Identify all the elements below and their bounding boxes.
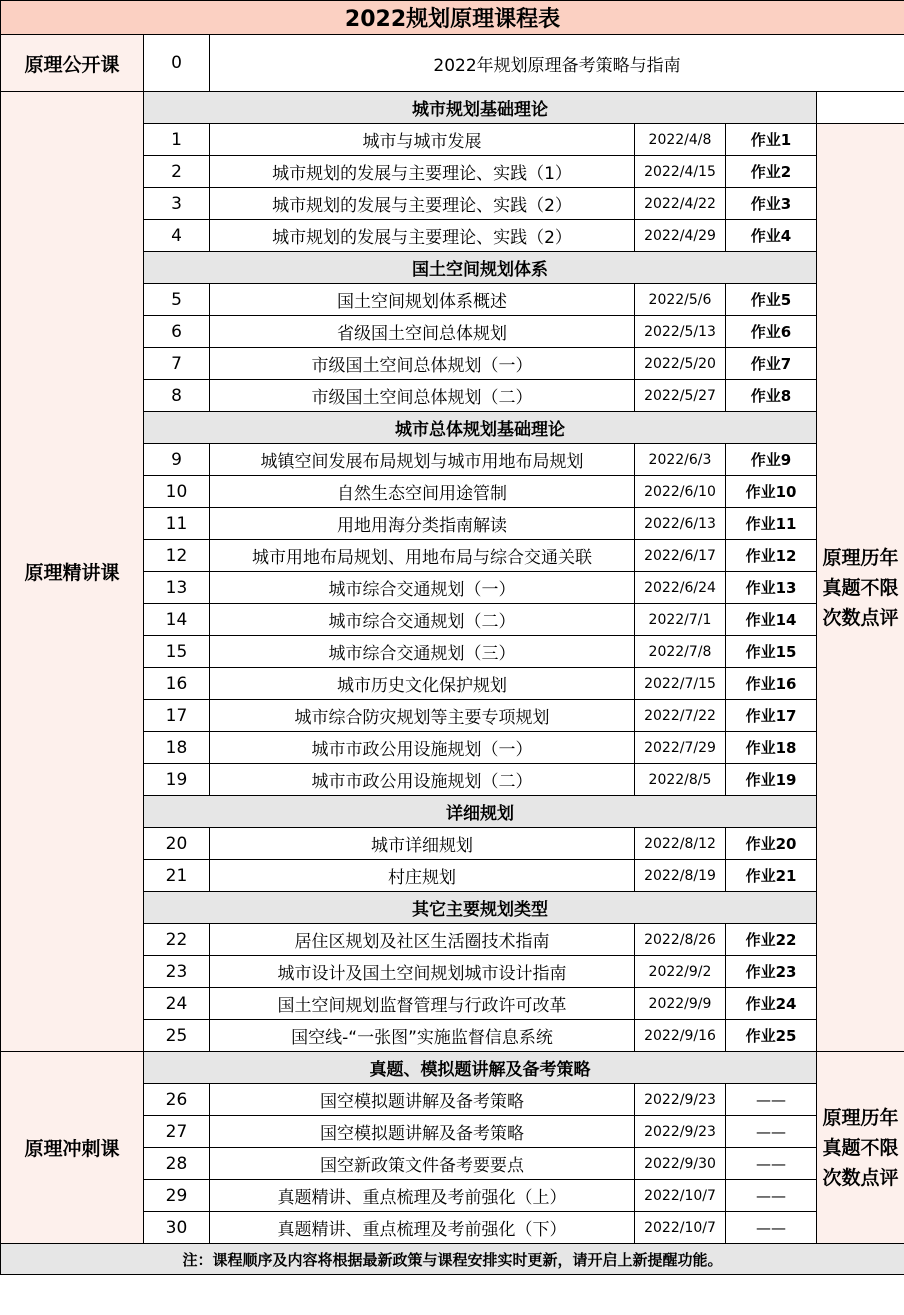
lesson-date: 2022/7/8: [635, 636, 726, 668]
homework-label: 作业14: [726, 604, 817, 636]
homework-label: 作业9: [726, 444, 817, 476]
lesson-number: 28: [144, 1148, 210, 1180]
lesson-topic: 真题精讲、重点梳理及考前强化（上）: [210, 1180, 635, 1212]
homework-label: 作业21: [726, 860, 817, 892]
lesson-topic: 城市设计及国土空间规划城市设计指南: [210, 956, 635, 988]
lesson-number: 1: [144, 124, 210, 156]
lesson-number: 3: [144, 188, 210, 220]
homework-label: 作业7: [726, 348, 817, 380]
lesson-number: 8: [144, 380, 210, 412]
lesson-topic: 市级国土空间总体规划（一）: [210, 348, 635, 380]
lesson-topic: 城市规划的发展与主要理论、实践（2）: [210, 188, 635, 220]
lesson-topic: 用地用海分类指南解读: [210, 508, 635, 540]
lesson-date: 2022/9/23: [635, 1084, 726, 1116]
review-note-text: 原理历年真题不限次数点评: [822, 1106, 899, 1189]
homework-label: ——: [726, 1116, 817, 1148]
review-note-text: 原理历年真题不限次数点评: [822, 546, 899, 629]
lesson-topic: 城镇空间发展布局规划与城市用地布局规划: [210, 444, 635, 476]
lesson-topic: 国空模拟题讲解及备考策略: [210, 1116, 635, 1148]
lesson-topic: 城市与城市发展: [210, 124, 635, 156]
section-title: 国土空间规划体系: [144, 252, 817, 284]
open-course-number: 0: [144, 35, 210, 92]
lesson-number: 7: [144, 348, 210, 380]
lesson-number: 6: [144, 316, 210, 348]
homework-label: 作业6: [726, 316, 817, 348]
homework-label: 作业13: [726, 572, 817, 604]
lesson-number: 5: [144, 284, 210, 316]
homework-label: 作业10: [726, 476, 817, 508]
homework-label: 作业18: [726, 732, 817, 764]
lesson-number: 9: [144, 444, 210, 476]
lesson-topic: 市级国土空间总体规划（二）: [210, 380, 635, 412]
lesson-number: 15: [144, 636, 210, 668]
lesson-topic: 城市市政公用设施规划（一）: [210, 732, 635, 764]
section-header-row: [1, 1052, 904, 1084]
lesson-topic: 国空新政策文件备考要要点: [210, 1148, 635, 1180]
lesson-date: 2022/5/6: [635, 284, 726, 316]
lesson-topic: 国空模拟题讲解及备考策略: [210, 1084, 635, 1116]
homework-label: 作业25: [726, 1020, 817, 1052]
homework-label: ——: [726, 1148, 817, 1180]
homework-label: ——: [726, 1084, 817, 1116]
lesson-topic: 城市综合防灾规划等主要专项规划: [210, 700, 635, 732]
lesson-date: 2022/9/9: [635, 988, 726, 1020]
lesson-number: 30: [144, 1212, 210, 1244]
lesson-date: 2022/9/2: [635, 956, 726, 988]
lesson-topic: 城市市政公用设施规划（二）: [210, 764, 635, 796]
section-title: 真题、模拟题讲解及备考策略: [144, 1052, 817, 1084]
homework-label: 作业2: [726, 156, 817, 188]
lesson-topic: 城市规划的发展与主要理论、实践（1）: [210, 156, 635, 188]
lesson-number: 2: [144, 156, 210, 188]
homework-label: 作业1: [726, 124, 817, 156]
lesson-number: 4: [144, 220, 210, 252]
open-course-row: [1, 35, 904, 92]
homework-label: 作业4: [726, 220, 817, 252]
lesson-number: 21: [144, 860, 210, 892]
lesson-topic: 居住区规划及社区生活圈技术指南: [210, 924, 635, 956]
homework-label: 作业5: [726, 284, 817, 316]
lesson-number: 18: [144, 732, 210, 764]
lesson-topic: 城市综合交通规划（二）: [210, 604, 635, 636]
lesson-number: 27: [144, 1116, 210, 1148]
lesson-number: 13: [144, 572, 210, 604]
homework-label: ——: [726, 1180, 817, 1212]
homework-label: 作业12: [726, 540, 817, 572]
open-course-topic: 2022年规划原理备考策略与指南: [210, 35, 904, 92]
lesson-topic: 城市详细规划: [210, 828, 635, 860]
lesson-date: 2022/4/15: [635, 156, 726, 188]
lesson-date: 2022/7/1: [635, 604, 726, 636]
lesson-number: 26: [144, 1084, 210, 1116]
lesson-date: 2022/7/29: [635, 732, 726, 764]
homework-label: 作业11: [726, 508, 817, 540]
lesson-date: 2022/8/19: [635, 860, 726, 892]
lesson-topic: 国土空间规划监督管理与行政许可改革: [210, 988, 635, 1020]
lesson-date: 2022/9/30: [635, 1148, 726, 1180]
homework-label: 作业22: [726, 924, 817, 956]
lesson-number: 22: [144, 924, 210, 956]
homework-label: 作业8: [726, 380, 817, 412]
lesson-number: 10: [144, 476, 210, 508]
section-title: 详细规划: [144, 796, 817, 828]
lesson-number: 25: [144, 1020, 210, 1052]
lesson-number: 20: [144, 828, 210, 860]
section-header-row: [1, 92, 904, 124]
homework-label: ——: [726, 1212, 817, 1244]
lesson-topic: 城市综合交通规划（三）: [210, 636, 635, 668]
homework-label: 作业20: [726, 828, 817, 860]
lesson-topic: 省级国土空间总体规划: [210, 316, 635, 348]
lesson-number: 17: [144, 700, 210, 732]
lesson-date: 2022/5/27: [635, 380, 726, 412]
lesson-number: 29: [144, 1180, 210, 1212]
lesson-date: 2022/9/16: [635, 1020, 726, 1052]
table-title: 2022规划原理课程表: [1, 1, 904, 35]
section-title: 其它主要规划类型: [144, 892, 817, 924]
section-title: 城市总体规划基础理论: [144, 412, 817, 444]
fine-course-category: 原理精讲课: [1, 92, 144, 1052]
lesson-date: 2022/6/17: [635, 540, 726, 572]
section-title: 城市规划基础理论: [144, 92, 817, 124]
lesson-date: 2022/8/26: [635, 924, 726, 956]
lesson-date: 2022/7/15: [635, 668, 726, 700]
lesson-number: 12: [144, 540, 210, 572]
open-course-category: 原理公开课: [1, 35, 144, 92]
lesson-date: 2022/4/29: [635, 220, 726, 252]
sprint-course-category: 原理冲刺课: [1, 1052, 144, 1244]
homework-label: 作业16: [726, 668, 817, 700]
lesson-number: 11: [144, 508, 210, 540]
blank-cell: [817, 92, 904, 124]
lesson-topic: 城市用地布局规划、用地布局与综合交通关联: [210, 540, 635, 572]
lesson-date: 2022/10/7: [635, 1212, 726, 1244]
lesson-date: 2022/10/7: [635, 1180, 726, 1212]
homework-label: 作业3: [726, 188, 817, 220]
lesson-date: 2022/8/5: [635, 764, 726, 796]
lesson-number: 14: [144, 604, 210, 636]
lesson-number: 16: [144, 668, 210, 700]
lesson-topic: 国土空间规划体系概述: [210, 284, 635, 316]
homework-label: 作业17: [726, 700, 817, 732]
lesson-date: 2022/6/3: [635, 444, 726, 476]
lesson-topic: 自然生态空间用途管制: [210, 476, 635, 508]
lesson-topic: 国空线-“一张图”实施监督信息系统: [210, 1020, 635, 1052]
lesson-topic: 村庄规划: [210, 860, 635, 892]
lesson-topic: 城市历史文化保护规划: [210, 668, 635, 700]
lesson-number: 23: [144, 956, 210, 988]
homework-label: 作业24: [726, 988, 817, 1020]
homework-label: 作业19: [726, 764, 817, 796]
lesson-date: 2022/6/10: [635, 476, 726, 508]
lesson-date: 2022/9/23: [635, 1116, 726, 1148]
homework-label: 作业23: [726, 956, 817, 988]
lesson-date: 2022/5/20: [635, 348, 726, 380]
lesson-topic: 城市规划的发展与主要理论、实践（2）: [210, 220, 635, 252]
lesson-date: 2022/6/13: [635, 508, 726, 540]
lesson-date: 2022/4/22: [635, 188, 726, 220]
lesson-topic: 真题精讲、重点梳理及考前强化（下）: [210, 1212, 635, 1244]
lesson-date: 2022/7/22: [635, 700, 726, 732]
lesson-date: 2022/5/13: [635, 316, 726, 348]
lesson-date: 2022/8/12: [635, 828, 726, 860]
review-note-sprint: [817, 1052, 904, 1244]
footer-note: 注：课程顺序及内容将根据最新政策与课程安排实时更新，请开启上新提醒功能。: [1, 1244, 904, 1275]
lesson-date: 2022/4/8: [635, 124, 726, 156]
review-note-fine: [817, 124, 904, 1052]
lesson-number: 19: [144, 764, 210, 796]
note-row: [1, 1244, 904, 1275]
homework-label: 作业15: [726, 636, 817, 668]
lesson-date: 2022/6/24: [635, 572, 726, 604]
lesson-topic: 城市综合交通规划（一）: [210, 572, 635, 604]
lesson-number: 24: [144, 988, 210, 1020]
